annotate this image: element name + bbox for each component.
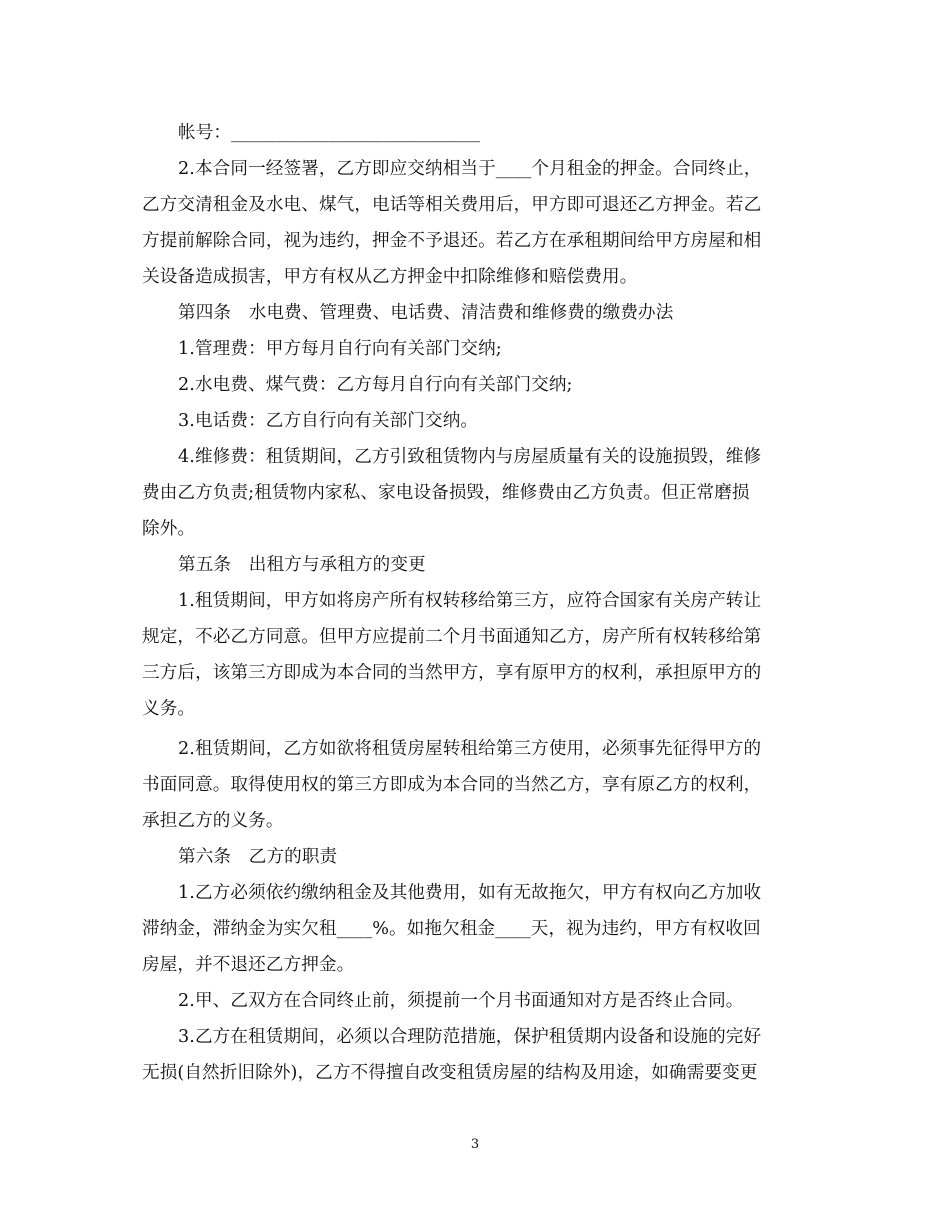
text-line: 2.甲、乙双方在合同终止前，须提前一个月书面通知对方是否终止合同。 bbox=[178, 991, 744, 1011]
text-line: 4.维修费：租赁期间，乙方引致租赁物内与房屋质量有关的设施损毁，维修 bbox=[178, 447, 762, 467]
text-line: 3.电话费：乙方自行向有关部门交纳。 bbox=[178, 411, 479, 431]
text-line: 2.水电费、煤气费：乙方每月自行向有关部门交纳; bbox=[178, 375, 573, 395]
text-line: 义务。 bbox=[142, 699, 196, 719]
text-line: 三方后，该第三方即成为本合同的当然甲方，享有原甲方的权利，承担原甲方的 bbox=[142, 663, 762, 683]
text-line: 规定，不必乙方同意。但甲方应提前二个月书面通知乙方，房产所有权转移给第 bbox=[142, 627, 762, 647]
article-6-heading: 第六条 乙方的职责 bbox=[178, 847, 338, 867]
article-5-heading: 第五条 出租方与承租方的变更 bbox=[178, 555, 426, 575]
text-line: 费由乙方负责;租赁物内家私、家电设备损毁，维修费由乙方负责。但正常磨损 bbox=[142, 483, 750, 503]
account-number-line: 帐号：____________________________ bbox=[178, 123, 481, 143]
text-line: 2.租赁期间，乙方如欲将租赁房屋转租给第三方使用，必须事先征得甲方的 bbox=[178, 739, 762, 759]
text-line: 房屋，并不退还乙方押金。 bbox=[142, 955, 355, 975]
text-line: 1.租赁期间，甲方如将房产所有权转移给第三方，应符合国家有关房产转让 bbox=[178, 591, 762, 611]
text-line: 3.乙方在租赁期间，必须以合理防范措施，保护租赁期内设备和设施的完好 bbox=[178, 1027, 762, 1047]
text-line: 2.本合同一经签署，乙方即应交纳相当于____个月租金的押金。合同终止， bbox=[178, 159, 762, 179]
text-line: 除外。 bbox=[142, 519, 196, 539]
text-line: 滞纳金，滞纳金为实欠租____%。如拖欠租金____天，视为违约，甲方有权收回 bbox=[142, 919, 761, 939]
text-line: 承担乙方的义务。 bbox=[142, 811, 284, 831]
text-line: 无损(自然折旧除外)，乙方不得擅自改变租赁房屋的结构及用途，如确需要变更 bbox=[142, 1063, 758, 1083]
text-line: 乙方交清租金及水电、煤气，电话等相关费用后，甲方即可退还乙方押金。若乙 bbox=[142, 195, 762, 215]
text-line: 方提前解除合同，视为违约，押金不予退还。若乙方在承租期间给甲方房屋和相 bbox=[142, 231, 762, 251]
article-4-heading: 第四条 水电费、管理费、电话费、清洁费和维修费的缴费办法 bbox=[178, 303, 674, 323]
text-line: 关设备造成损害，甲方有权从乙方押金中扣除维修和赔偿费用。 bbox=[142, 267, 638, 287]
text-line: 1.管理费：甲方每月自行向有关部门交纳; bbox=[178, 339, 502, 359]
text-line: 1.乙方必须依约缴纳租金及其他费用，如有无故拖欠，甲方有权向乙方加收 bbox=[178, 883, 762, 903]
page-number: 3 bbox=[470, 1137, 480, 1152]
text-line: 书面同意。取得使用权的第三方即成为本合同的当然乙方，享有原乙方的权利， bbox=[142, 775, 762, 795]
